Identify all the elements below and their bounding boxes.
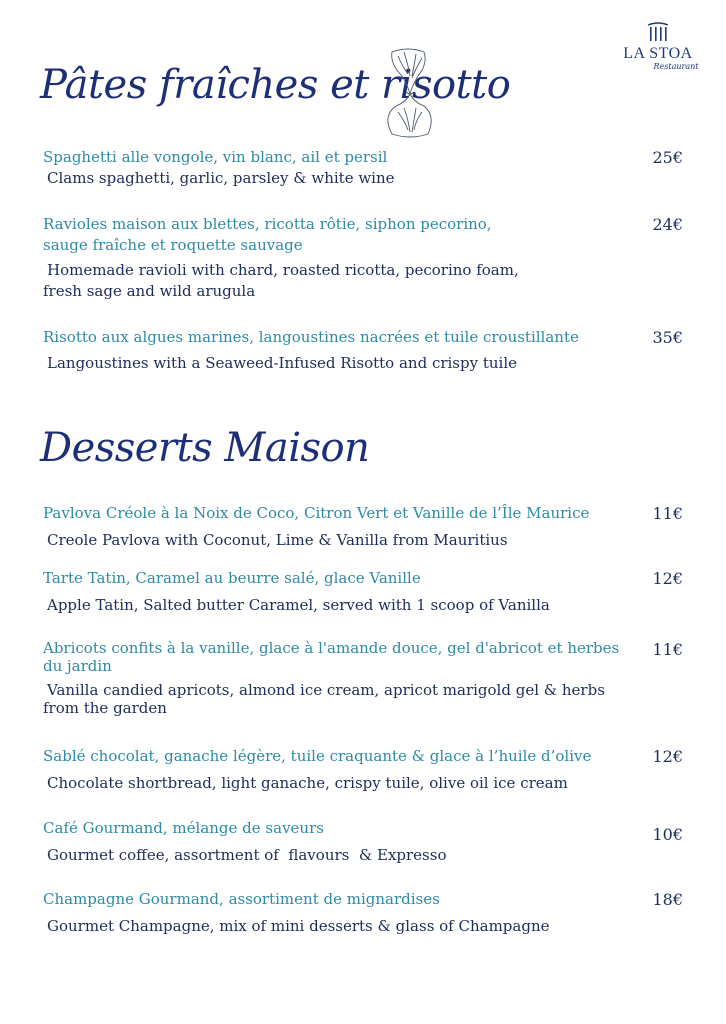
item-price: 18€	[652, 890, 683, 909]
menu-item	[43, 568, 683, 616]
menu-item	[43, 818, 683, 866]
item-name-fr: Abricots confits à la vanille, glace à l'amande douce, gel d'abricot et herbes du jardin	[43, 639, 620, 675]
item-name-fr: Pavlova Créole à la Noix de Coco, Citron Vert et Vanille de l’Île Maurice	[43, 504, 590, 522]
item-name-en: Creole Pavlova with Coconut, Lime & Vanilla from Mauritius	[47, 531, 508, 549]
menu-item	[43, 889, 683, 937]
menu-item	[43, 147, 683, 189]
section-title-pasta: Pâtes fraîches et risotto	[40, 62, 511, 108]
item-price: 12€	[652, 569, 683, 588]
item-name-fr: Café Gourmand, mélange de saveurs	[43, 819, 324, 837]
item-name-fr: Ravioles maison aux blettes, ricotta rôtie, siphon pecorino, sauge fraîche et roquette sauvage	[43, 215, 492, 254]
menu-item	[43, 503, 683, 551]
item-name-fr: Risotto aux algues marines, langoustines nacrées et tuile croustillante	[43, 328, 579, 346]
item-name-en: Homemade ravioli with chard, roasted ricotta, pecorino foam, fresh sage and wild arugula	[43, 261, 519, 300]
item-price: 11€	[652, 640, 683, 659]
item-price: 35€	[652, 328, 683, 347]
menu-item	[43, 639, 683, 717]
logo-name: LA STOA	[623, 45, 693, 62]
item-name-en: Langoustines with a Seaweed-Infused Risotto and crispy tuile	[47, 354, 518, 372]
restaurant-logo	[612, 22, 704, 102]
item-price: 24€	[652, 215, 683, 234]
item-name-en: Chocolate shortbread, light ganache, crispy tuile, olive oil ice cream	[47, 774, 568, 792]
logo-subtitle: Restaurant	[653, 62, 699, 71]
menu-item	[43, 327, 683, 374]
item-name-en: Gourmet coffee, assortment of flavours & Expresso	[47, 846, 447, 864]
item-name-fr: Sablé chocolat, ganache légère, tuile craquante & glace à l’huile d’olive	[43, 747, 592, 765]
menu-item	[43, 214, 683, 302]
item-name-en: Gourmet Champagne, mix of mini desserts & glass of Champagne	[47, 917, 550, 935]
item-name-fr: Champagne Gourmand, assortiment de mignardises	[43, 890, 440, 908]
item-name-fr: Spaghetti alle vongole, vin blanc, ail et persil	[43, 148, 388, 166]
menu-item	[43, 746, 683, 794]
item-price: 25€	[652, 148, 683, 167]
section-title-desserts: Desserts Maison	[40, 425, 370, 471]
item-price: 12€	[652, 747, 683, 766]
item-name-en: Apple Tatin, Salted butter Caramel, served with 1 scoop of Vanilla	[47, 596, 550, 614]
columns-icon	[647, 22, 669, 42]
farfalle-pasta-icon	[378, 46, 440, 142]
item-price: 10€	[652, 825, 683, 844]
item-name-fr: Tarte Tatin, Caramel au beurre salé, glace Vanille	[43, 569, 421, 587]
item-name-en: Vanilla candied apricots, almond ice cream, apricot marigold gel & herbs from the garden	[43, 681, 605, 717]
item-name-en: Clams spaghetti, garlic, parsley & white wine	[47, 169, 395, 187]
item-price: 11€	[652, 504, 683, 523]
